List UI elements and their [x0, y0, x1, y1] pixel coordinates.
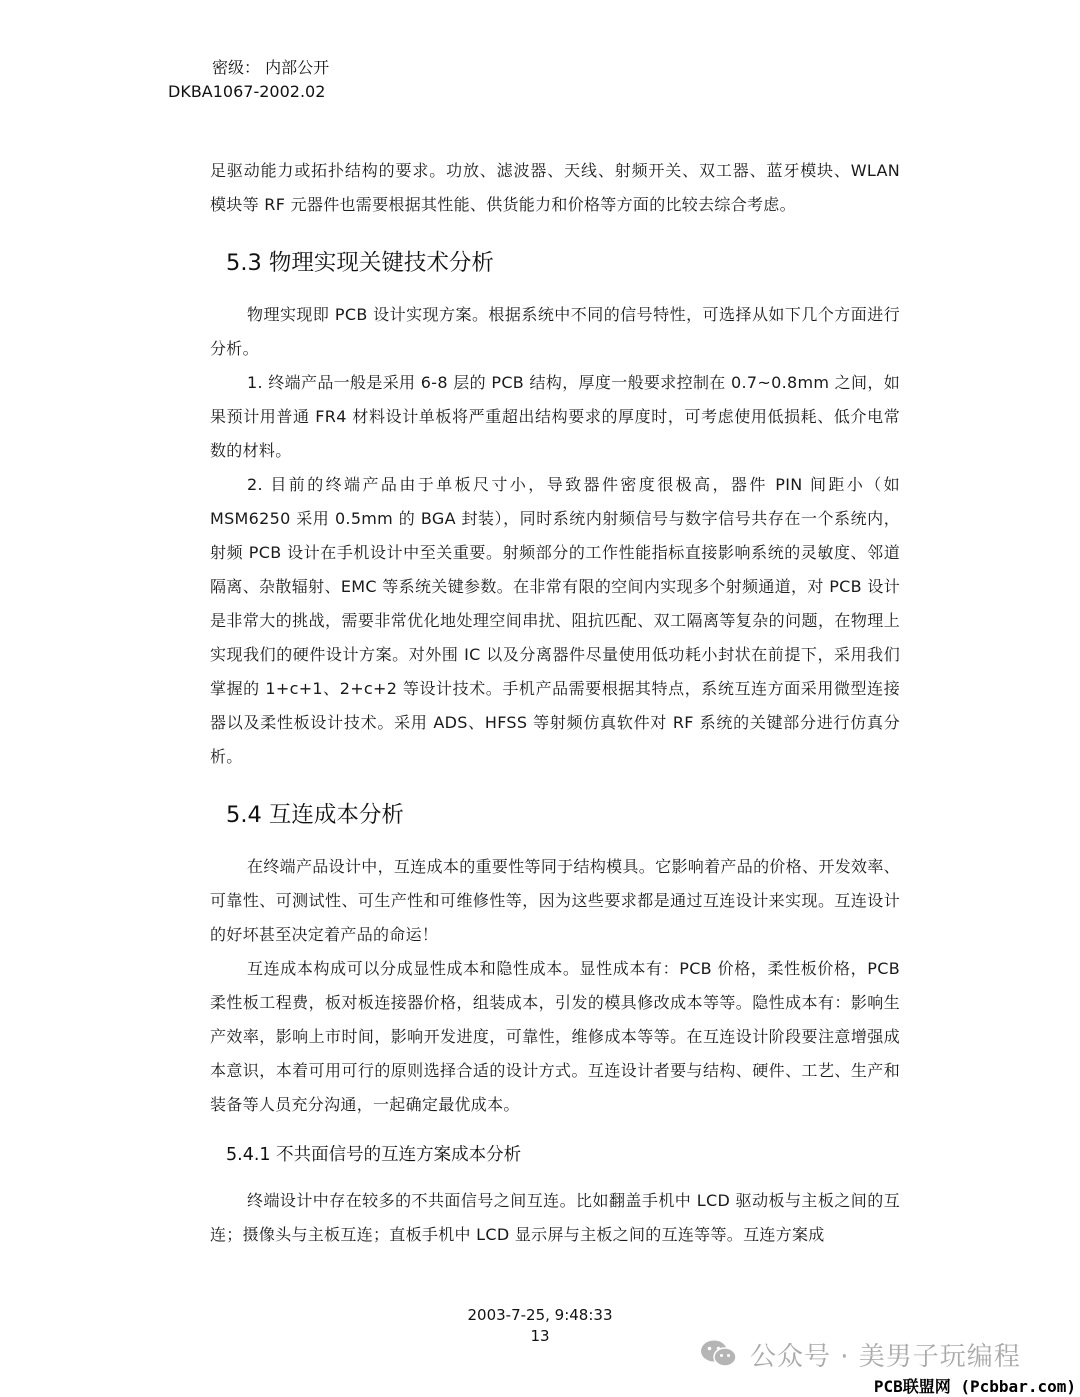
source-tag: PCB联盟网 (Pcbbar.com): [873, 1377, 1076, 1396]
section-5-4-paragraph-2: 互连成本构成可以分成显性成本和隐性成本。显性成本有：PCB 价格，柔性板价格，PCB 柔性板工程费，板对板连接器价格，组装成本，引发的模具修改成本等等。隐性成本有：影响生产效率，影响上市时间，影响开发进度，可靠性，维修成本等等。在互连设计阶段要注意增强成本意识，本着可用可行的原则选择合适的设计方式。互连设计者要与结构、硬件、工艺、生产和装备等人员充分沟通，一起确定最优成本。: [210, 959, 900, 1114]
section-5-4-1-heading: 5.4.1 不共面信号的互连方案成本分析: [226, 1145, 522, 1165]
section-5-3-heading: 5.3 物理实现关键技术分析: [226, 250, 494, 276]
document-body: [210, 154, 900, 1252]
section-5-3-paragraph-2: 1. 终端产品一般是采用 6-8 层的 PCB 结构，厚度一般要求控制在 0.7~0.8mm 之间，如果预计用普通 FR4 材料设计单板将严重超出结构要求的厚度时，可考虑使用低损耗、低介电常数的材料。: [210, 373, 900, 460]
classification-label: 密级： 内部公开: [212, 58, 330, 77]
document-id: DKBA1067-2002.02: [168, 82, 326, 101]
section-5-4-paragraph-1: 在终端产品设计中，互连成本的重要性等同于结构模具。它影响着产品的价格、开发效率、可靠性、可测试性、可生产性和可维修性等，因为这些要求都是通过互连设计来实现。互连设计的好坏甚至决定着产品的命运！: [210, 857, 900, 944]
page-header: [168, 56, 329, 104]
section-5-4-1-paragraph-1: 终端设计中存在较多的不共面信号之间互连。比如翻盖手机中 LCD 驱动板与主板之间的互连；摄像头与主板互连；直板手机中 LCD 显示屏与主板之间的互连等等。互连方案成: [210, 1191, 900, 1244]
watermark-text: 公众号 · 美男子玩编程: [750, 1341, 1021, 1372]
intro-paragraph: 足驱动能力或拓扑结构的要求。功放、滤波器、天线、射频开关、双工器、蓝牙模块、WLAN 模块等 RF 元器件也需要根据其性能、供货能力和价格等方面的比较去综合考虑。: [210, 161, 900, 214]
section-5-3-paragraph-1: 物理实现即 PCB 设计实现方案。根据系统中不同的信号特性，可选择从如下几个方面进行分析。: [210, 305, 900, 358]
page-number: 13: [530, 1327, 550, 1345]
wechat-icon: [700, 1339, 738, 1369]
footer-timestamp: 2003-7-25, 9:48:33: [467, 1306, 613, 1324]
section-5-4-heading: 5.4 互连成本分析: [226, 802, 404, 828]
section-5-3-paragraph-3: 2. 目前的终端产品由于单板尺寸小，导致器件密度很极高，器件 PIN 间距小（如 MSM6250 采用 0.5mm 的 BGA 封装），同时系统内射频信号与数字信号共存在一个系统内，射频 PCB 设计在手机设计中至关重要。射频部分的工作性能指标直接影响系统的灵敏度、邻道隔离、杂散辐射、EMC 等系统关键参数。在非常有限的空间内实现多个射频通道，对 PCB 设计是非常大的挑战，需要非常优化地处理空间串扰、阻抗匹配、双工隔离等复杂的问题，在物理上实现我们的硬件设计方案。对外围 IC 以及分离器件尽量使用低功耗小封状在前提下，采用我们掌握的 1+c+1、2+c+2 等设计技术。手机产品需要根据其特点，系统互连方面采用微型连接器以及柔性板设计技术。采用 ADS、HFSS 等射频仿真软件对 RF 系统的关键部分进行仿真分析。: [210, 475, 900, 766]
watermark: [700, 1334, 1021, 1374]
